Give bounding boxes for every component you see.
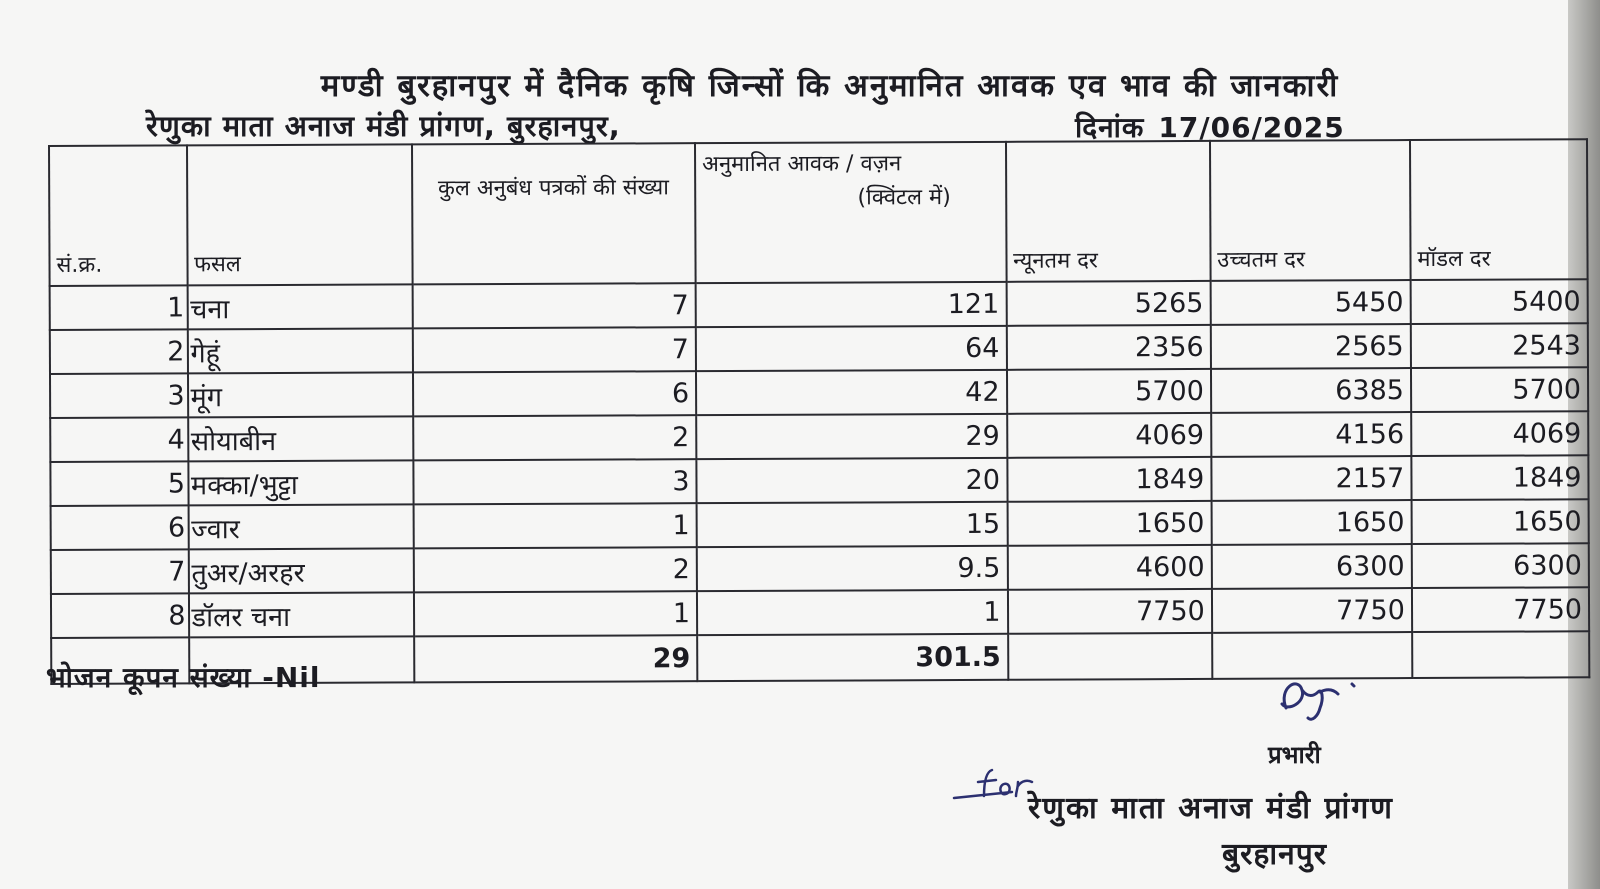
header-contracts: कुल अनुबंध पत्रकों की संख्या <box>412 143 696 284</box>
cell-arrival: 64 <box>696 326 1007 371</box>
cell-modal-rate: 2543 <box>1411 323 1588 368</box>
cell-crop: डॉलर चना <box>188 592 413 637</box>
cell-crop: मक्का/भुट्टा <box>188 460 413 505</box>
cell-arrival: 42 <box>696 370 1007 415</box>
cell-modal-rate: 1650 <box>1411 499 1588 544</box>
header-arrival-label: अनुमानित आवक / वज़न <box>702 151 902 178</box>
cell-sr: 6 <box>51 505 189 550</box>
cell-min-rate: 1849 <box>1007 457 1211 502</box>
cell-sr: 5 <box>50 461 188 506</box>
header-min-rate: न्यूनतम दर <box>1006 141 1211 282</box>
cell-modal-rate: 6300 <box>1412 543 1589 588</box>
cell-max-rate: 2157 <box>1211 456 1411 501</box>
cell-contracts: 7 <box>412 327 696 372</box>
market-name: रेणुका माता अनाज मंडी प्रांगण, बुरहानपुर, <box>146 109 621 143</box>
cell-sr: 7 <box>51 549 189 594</box>
food-coupon-count: भोजन कूपन संख्या -Nil <box>46 661 321 694</box>
cell-sr: 8 <box>51 593 189 638</box>
cell-crop: ज्वार <box>188 504 413 549</box>
cell-arrival: 20 <box>696 458 1007 503</box>
cell-sr: 3 <box>50 373 188 418</box>
cell-arrival: 9.5 <box>697 546 1008 591</box>
cell-crop: सोयाबीन <box>188 416 413 461</box>
cell-arrival: 29 <box>696 414 1007 459</box>
header-sr: सं.क्र. <box>49 145 187 286</box>
cell-modal-rate: 5400 <box>1410 279 1587 324</box>
cell-max-rate: 7750 <box>1212 588 1412 633</box>
cell-contracts: 1 <box>414 591 698 636</box>
header-modal-rate: मॉडल दर <box>1410 139 1588 280</box>
table-row <box>50 411 1588 462</box>
header-max-rate: उच्चतम दर <box>1210 140 1411 281</box>
incharge-label: प्रभारी <box>1268 741 1321 769</box>
cell-modal-rate: 1849 <box>1411 455 1588 500</box>
cell-min-rate: 2356 <box>1006 325 1210 370</box>
date-value: 17/06/2025 <box>1158 111 1345 144</box>
cell-max-rate: 1650 <box>1211 500 1411 545</box>
cell-max-rate: 6385 <box>1211 368 1411 413</box>
cell-crop: गेहूं <box>187 328 412 373</box>
cell-contracts: 1 <box>413 503 697 548</box>
cell-arrival: 1 <box>697 590 1008 635</box>
cell-crop: मूंग <box>188 372 413 417</box>
cell-min-rate: 4600 <box>1007 545 1211 590</box>
table-row <box>51 499 1589 550</box>
total-contracts: 29 <box>414 635 698 682</box>
document-title: मण्डी बुरहानपुर में दैनिक कृषि जिन्सों कि अनुमानित आवक एव भाव की जानकारी <box>320 68 1340 104</box>
cell-min-rate: 1650 <box>1007 501 1211 546</box>
table-header-row <box>49 139 1588 286</box>
cell-arrival: 121 <box>696 282 1007 327</box>
cell-min-rate: 7750 <box>1007 589 1211 634</box>
cell-empty <box>1008 633 1212 680</box>
table-row <box>51 587 1589 638</box>
cell-crop: चना <box>187 284 412 329</box>
cell-modal-rate: 7750 <box>1412 587 1589 632</box>
cell-modal-rate: 4069 <box>1411 411 1588 456</box>
cell-contracts: 7 <box>412 283 696 328</box>
cell-contracts: 3 <box>413 459 697 504</box>
signatory-organization: रेणुका माता अनाज मंडी प्रांगण <box>1028 791 1394 826</box>
table-row <box>51 543 1589 594</box>
cell-max-rate: 2565 <box>1211 324 1411 369</box>
cell-arrival: 15 <box>697 502 1008 547</box>
total-arrival: 301.5 <box>697 634 1008 681</box>
cell-contracts: 2 <box>413 415 697 460</box>
cell-sr: 2 <box>50 329 188 374</box>
cell-max-rate: 4156 <box>1211 412 1411 457</box>
header-arrival <box>695 142 1006 283</box>
cell-empty <box>1412 631 1589 678</box>
cell-modal-rate: 5700 <box>1411 367 1588 412</box>
header-arrival-unit: (क्विंटल में) <box>857 185 951 211</box>
cell-crop: तुअर/अरहर <box>188 548 413 593</box>
table-row <box>50 455 1588 506</box>
cell-min-rate: 4069 <box>1007 413 1211 458</box>
cell-min-rate: 5265 <box>1006 281 1210 326</box>
table-row <box>50 279 1588 330</box>
cell-min-rate: 5700 <box>1007 369 1211 414</box>
cell-contracts: 2 <box>413 547 697 592</box>
header-crop: फसल <box>187 144 413 285</box>
price-table <box>48 138 1590 685</box>
handwritten-signature <box>1268 668 1368 728</box>
cell-sr: 4 <box>50 417 188 462</box>
cell-sr: 1 <box>50 285 188 330</box>
cell-max-rate: 5450 <box>1210 280 1410 325</box>
cell-contracts: 6 <box>413 371 697 416</box>
cell-max-rate: 6300 <box>1212 544 1412 589</box>
table-row <box>50 367 1588 418</box>
table-row <box>50 323 1588 374</box>
date-label: दिनांक <box>1075 111 1145 144</box>
signatory-city: बुरहानपुर <box>1222 837 1328 872</box>
